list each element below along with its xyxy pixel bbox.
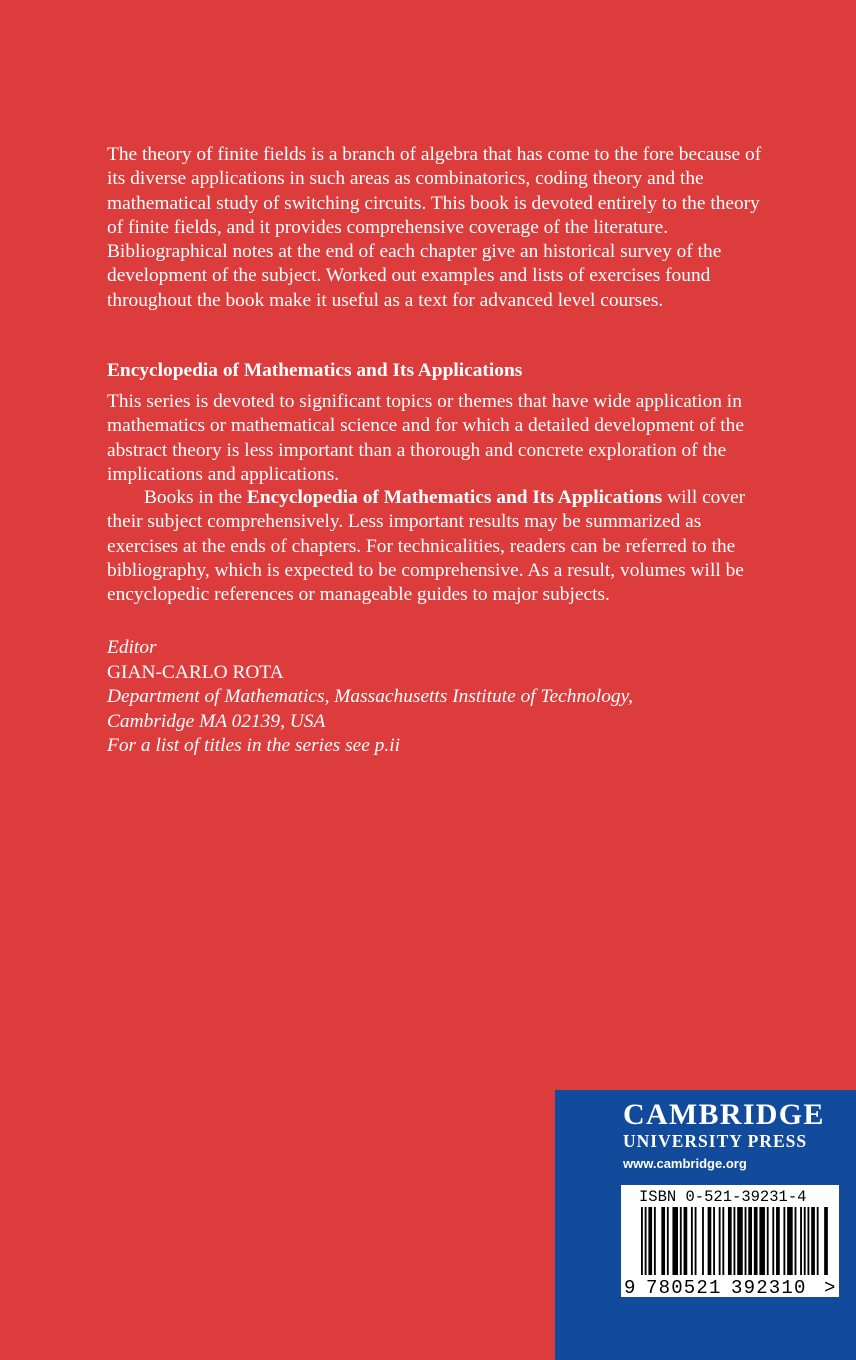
barcode-bar xyxy=(734,1207,736,1275)
books-prefix: Books in the xyxy=(144,487,243,508)
barcode-bar xyxy=(691,1207,693,1275)
barcode-digit-first: 9 xyxy=(624,1277,636,1297)
editor-label: Editor xyxy=(107,637,157,658)
barcode-bar xyxy=(748,1207,752,1275)
barcode-bar xyxy=(713,1207,715,1275)
barcode-bar xyxy=(728,1207,732,1275)
barcode-bar xyxy=(800,1207,802,1275)
barcode-bar xyxy=(641,1207,643,1275)
barcode-bar xyxy=(684,1207,688,1275)
barcode-bar xyxy=(776,1207,780,1275)
editor-affiliation-1: Department of Mathematics, Massachusetts Institute of Technology, xyxy=(107,686,634,707)
book-description xyxy=(107,143,767,313)
barcode-bar xyxy=(722,1207,724,1275)
barcode-bar xyxy=(795,1207,797,1275)
barcode-bar xyxy=(808,1207,810,1275)
isbn-text: ISBN 0-521-39231-4 xyxy=(639,1188,807,1206)
series-books-paragraph xyxy=(107,486,767,607)
barcode-bar xyxy=(745,1207,747,1275)
barcode-bar xyxy=(672,1207,678,1275)
books-suffix: will cover their subject comprehensively. Less important results may be summarized as exercises at the ends of chapters. For technicalities, readers can be referred to the bibliography, which is expected to be comprehensive. As a result, volumes will be encyclopedic references or manageable guides to major subjects. xyxy=(107,487,746,606)
barcode-bar xyxy=(648,1207,652,1275)
barcode-bar xyxy=(759,1207,765,1275)
description-text: The theory of finite fields is a branch of algebra that has come to the fore because of its diverse applications in such areas as combinatorics, coding theory and the mathematical study of switching circuits. This book is devoted entirely to the theory of finite fields, and it provides comprehensive coverage of the literature. Bibliographical notes at the end of each chapter give an historical survey of the development of the subject. Worked out examples and lists of exercises found throughout the book make it useful as a text for advanced level courses. xyxy=(107,144,762,311)
barcode-bar xyxy=(708,1207,712,1275)
publisher-name: CAMBRIDGE xyxy=(623,1098,825,1131)
barcode-bar xyxy=(817,1207,819,1275)
barcode-bar xyxy=(767,1207,769,1275)
barcode-bar xyxy=(787,1207,793,1275)
barcode-end-mark: > xyxy=(824,1277,836,1297)
barcode-bar xyxy=(695,1207,697,1275)
books-series-title: Encyclopedia of Mathematics and Its Applications xyxy=(246,487,663,508)
barcode-bar xyxy=(680,1207,682,1275)
barcode-bar xyxy=(754,1207,758,1275)
barcode-bar xyxy=(661,1207,665,1275)
barcode-bar xyxy=(804,1207,806,1275)
barcode-bar xyxy=(719,1207,721,1275)
series-description-text: This series is devoted to significant topics or themes that have wide application in mathematics or mathematical science and for which a detailed development of the abstract theory is less important than a thorough and concrete exploration of the implications and applications. xyxy=(107,391,744,485)
editor-affiliation-2: Cambridge MA 02139, USA xyxy=(107,710,326,732)
barcode-bar xyxy=(737,1207,743,1275)
barcode-bar xyxy=(645,1207,647,1275)
barcode-bar xyxy=(811,1207,815,1275)
barcode-digits-right: 392310 xyxy=(731,1277,807,1297)
series-heading: Encyclopedia of Mathematics and Its Applications xyxy=(107,360,523,381)
editor-name: GIAN-CARLO ROTA xyxy=(107,661,284,683)
barcode-bar xyxy=(654,1207,656,1275)
publisher-box xyxy=(555,1090,856,1360)
barcode-bar xyxy=(824,1207,828,1275)
barcode-bar xyxy=(667,1207,669,1275)
barcode-digits-left: 780521 xyxy=(646,1277,722,1297)
barcode-bar xyxy=(783,1207,785,1275)
publisher-press: UNIVERSITY PRESS xyxy=(623,1131,808,1151)
publisher-url: www.cambridge.org xyxy=(623,1156,747,1171)
titles-note: For a list of titles in the series see p.ii xyxy=(107,735,400,756)
barcode xyxy=(621,1185,839,1297)
barcode-bar xyxy=(702,1207,704,1275)
barcode-panel xyxy=(621,1185,839,1297)
editor-block xyxy=(107,636,767,759)
series-description xyxy=(107,390,767,487)
barcode-bar xyxy=(772,1207,774,1275)
